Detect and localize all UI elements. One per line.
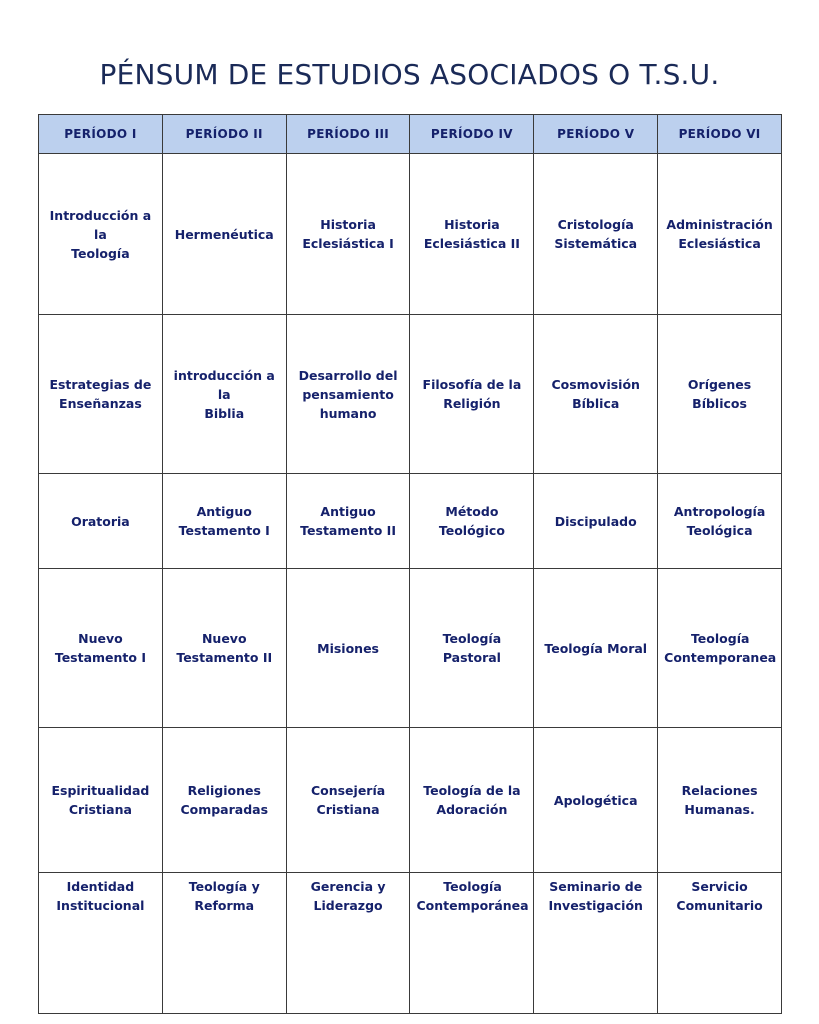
course-name: Servicio Comunitario xyxy=(676,879,763,913)
period-header: PERÍODO VI xyxy=(658,115,782,154)
course-cell xyxy=(286,154,410,315)
course-name: Gerencia y Liderazgo xyxy=(310,879,386,913)
table-row xyxy=(39,873,782,1014)
table-row xyxy=(39,728,782,873)
course-cell xyxy=(410,569,534,728)
course-cell xyxy=(658,728,782,873)
course-cell xyxy=(286,474,410,569)
table-row xyxy=(39,154,782,315)
course-name: Método Teológico xyxy=(438,504,505,538)
page-title: PÉNSUM DE ESTUDIOS ASOCIADOS O T.S.U. xyxy=(99,58,720,91)
course-cell xyxy=(658,873,782,1014)
course-name: Teología Moral xyxy=(544,640,648,656)
course-name: Espiritualidad Cristiana xyxy=(51,783,150,817)
course-name: Teología de la Adoración xyxy=(423,783,521,817)
course-cell xyxy=(39,873,163,1014)
course-cell xyxy=(162,315,286,474)
course-cell xyxy=(286,873,410,1014)
course-name: Administración Eclesiástica xyxy=(666,217,773,251)
course-name: Historia Eclesiástica I xyxy=(302,217,394,251)
course-name: Teología y Reforma xyxy=(188,879,260,913)
course-cell xyxy=(162,154,286,315)
course-cell xyxy=(534,728,658,873)
course-name: Identidad Institucional xyxy=(56,879,145,913)
course-name: Hermenéutica xyxy=(174,226,274,242)
period-header: PERÍODO I xyxy=(39,115,163,154)
curriculum-table xyxy=(38,114,782,1014)
course-cell xyxy=(39,569,163,728)
course-name: introducción a la Biblia xyxy=(173,367,275,421)
course-name: Apologética xyxy=(553,792,638,808)
course-name: Filosofía de la Religión xyxy=(422,377,522,411)
table-row xyxy=(39,569,782,728)
course-name: Nuevo Testamento II xyxy=(176,631,273,665)
course-name: Relaciones Humanas. xyxy=(681,783,758,817)
course-cell xyxy=(286,728,410,873)
course-name: Oratoria xyxy=(71,513,130,529)
course-cell xyxy=(410,315,534,474)
period-header: PERÍODO V xyxy=(534,115,658,154)
course-name: Cristología Sistemática xyxy=(554,217,638,251)
course-name: Antiguo Testamento I xyxy=(178,504,270,538)
course-name: Estrategias de Enseñanzas xyxy=(49,377,152,411)
course-name: Teología Contemporánea xyxy=(416,879,529,913)
course-name: Cosmovisión Bíblica xyxy=(551,377,640,411)
course-cell xyxy=(410,154,534,315)
course-name: Introducción a la Teología xyxy=(49,207,152,261)
course-cell xyxy=(39,474,163,569)
course-cell xyxy=(39,154,163,315)
course-cell xyxy=(658,154,782,315)
course-name: Consejería Cristiana xyxy=(310,783,386,817)
course-cell xyxy=(658,315,782,474)
course-name: Orígenes Bíblicos xyxy=(687,377,752,411)
course-cell xyxy=(534,873,658,1014)
course-name: Desarrollo del pensamiento humano xyxy=(298,367,398,421)
course-cell xyxy=(39,315,163,474)
course-name: Religiones Comparadas xyxy=(180,783,269,817)
course-cell xyxy=(410,728,534,873)
course-cell xyxy=(162,474,286,569)
table-row xyxy=(39,474,782,569)
course-cell xyxy=(658,569,782,728)
course-cell xyxy=(162,728,286,873)
course-name: Discipulado xyxy=(554,513,637,529)
course-cell xyxy=(534,569,658,728)
course-name: Teología Contemporanea xyxy=(664,631,777,665)
course-name: Misiones xyxy=(317,640,379,656)
course-cell xyxy=(286,569,410,728)
period-header: PERÍODO II xyxy=(162,115,286,154)
course-name: Antropología Teológica xyxy=(673,504,766,538)
course-cell xyxy=(658,474,782,569)
course-cell xyxy=(162,569,286,728)
course-name: Teología Pastoral xyxy=(442,631,502,665)
course-name: Antiguo Testamento II xyxy=(300,504,396,538)
period-header: PERÍODO III xyxy=(286,115,410,154)
course-name: Seminario de Investigación xyxy=(548,879,643,913)
course-cell xyxy=(534,315,658,474)
course-cell xyxy=(286,315,410,474)
header-row xyxy=(39,115,782,154)
course-cell xyxy=(162,873,286,1014)
table-row xyxy=(39,315,782,474)
course-cell xyxy=(410,873,534,1014)
course-cell xyxy=(534,154,658,315)
course-name: Nuevo Testamento I xyxy=(54,631,146,665)
course-cell xyxy=(39,728,163,873)
course-cell xyxy=(410,474,534,569)
period-header: PERÍODO IV xyxy=(410,115,534,154)
course-cell xyxy=(534,474,658,569)
course-name: Historia Eclesiástica II xyxy=(423,217,520,251)
